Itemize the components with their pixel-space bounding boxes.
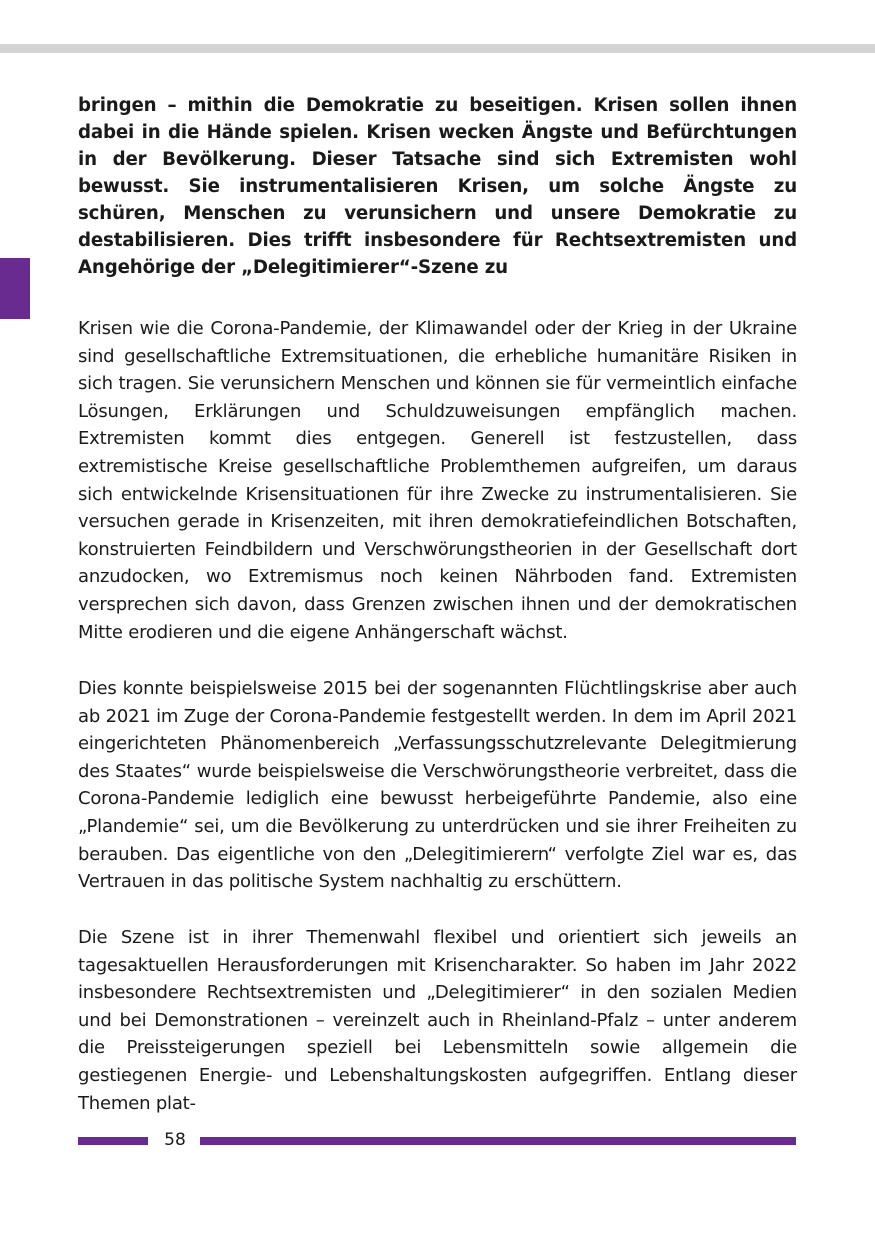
body-paragraph-2: Dies konnte beispielsweise 2015 bei der sogenannten Flüchtlingskrise aber auch ab 2021 im Zuge der Corona-Pandemie festgestellt werden. In dem im April 2021 eingerichteten Phänomenbereich „Verfassungsschutzrelevante Delegitmierung des Staates“ wurde beispielsweise die Verschwörungstheorie verbreitet, dass die Corona-Pandemie lediglich eine bewusst herbeigeführte Pandemie, also eine „Plandemie“ sei, um die Bevölkerung zu unterdrücken und sie ihrer Freiheiten zu berauben. Das eigentliche von den „Delegitimierern“ verfolgte Ziel war es, das Vertrauen in das politische System nachhaltig zu erschüttern. — [78, 678, 797, 893]
body-paragraph-3: Die Szene ist in ihrer Themenwahl flexibel und orientiert sich jeweils an tagesaktuellen Herausforderungen mit Krisencharakter. So haben im Jahr 2022 insbesondere Rechtsextremisten und „Delegitimierer“ in den sozialen Medien und bei Demonstrationen – vereinzelt auch in Rheinland-Pfalz – unter anderem die Preissteigerungen speziell bei Lebensmitteln sowie allgemein die gestiegenen Energie- und Lebenshaltungskosten aufgegriffen. Entlang dieser Themen plat- — [78, 927, 797, 1114]
lead-paragraph: bringen – mithin die Demokratie zu beseitigen. Krisen sollen ihnen dabei in die Hände spielen. Krisen wecken Ängste und Befürchtungen in der Bevölkerung. Dieser Tatsache sind sich Extremisten wohl bewusst. Sie instrumentalisieren Krisen, um solche Ängste zu schüren, Menschen zu verunsichern und unsere Demokratie zu destabilisieren. Dies trifft insbesondere für Rechtsextremisten und Angehörige der „Delegitimierer“-Szene zu — [78, 95, 797, 278]
header-rule — [0, 44, 875, 53]
body-paragraph-1: Krisen wie die Corona-Pandemie, der Klimawandel oder der Krieg in der Ukraine sind gesellschaftliche Extremsituationen, die erhebliche humanitäre Risiken in sich tragen. Sie verunsichern Menschen und können sie für vermeintlich einfache Lösungen, Erklärungen und Schuldzuweisungen empfänglich machen. Extremisten kommt dies entgegen. Generell ist festzustellen, dass extremistische Kreise gesellschaftliche Problemthemen aufgreifen, um daraus sich entwickelnde Krisensituationen für ihre Zwecke zu instrumentalisieren. Sie versuchen gerade in Krisenzeiten, mit ihren demokratiefeindlichen Botschaften, konstruierten Feindbildern und Verschwörungstheorien in der Gesellschaft dort anzudocken, wo Extremismus noch keinen Nährboden fand. Extremisten versprechen sich davon, dass Grenzen zwischen ihnen und der demokratischen Mitte erodieren und die eigene Anhängerschaft wächst. — [78, 318, 797, 643]
page-body — [78, 92, 797, 1114]
chapter-tab-marker — [0, 258, 30, 319]
footer-rule-right — [200, 1137, 796, 1145]
footer-rule-left — [78, 1137, 148, 1145]
page-number: 58 — [164, 1130, 186, 1150]
